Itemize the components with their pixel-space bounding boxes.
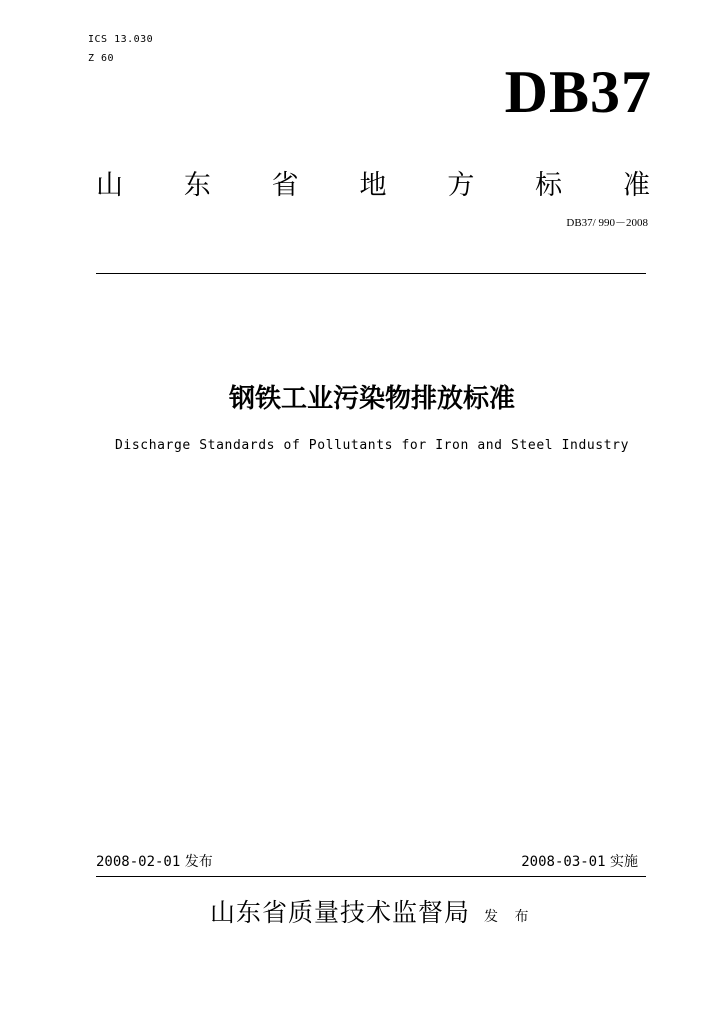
standard-type-char: 地 [359,170,387,201]
effective-date: 2008-03-01 [521,854,606,870]
effective-label: 实施 [610,854,638,870]
release-date: 2008-02-01 [96,854,181,870]
ics-code: ICS 13.030 [88,34,154,45]
issued-label: 发 布 [484,909,535,925]
standard-type-char: 方 [447,170,475,201]
standard-type-char: 省 [271,170,299,201]
footer-divider [96,876,646,877]
ccs-code: Z 60 [88,53,115,64]
standard-type-title [96,166,650,206]
issuer-name: 山东省质量技术监督局 [210,898,471,927]
issuer-block [210,893,534,929]
standard-number: DB37/ 990－2008 [566,217,648,229]
standard-type-char: 东 [183,170,211,201]
release-label: 发布 [184,854,213,870]
standard-type-char: 山 [96,170,123,201]
document-title-en: Discharge Standards of Pollutants for Iron and Steel Industry [114,438,630,453]
standard-type-char: 标 [535,170,563,201]
effective-info [521,853,638,871]
standard-prefix: DB37 [504,59,652,125]
document-title-cn: 钢铁工业污染物排放标准 [228,384,515,414]
header-divider [96,273,646,274]
standard-type-char: 准 [622,170,650,201]
release-info [96,853,213,871]
